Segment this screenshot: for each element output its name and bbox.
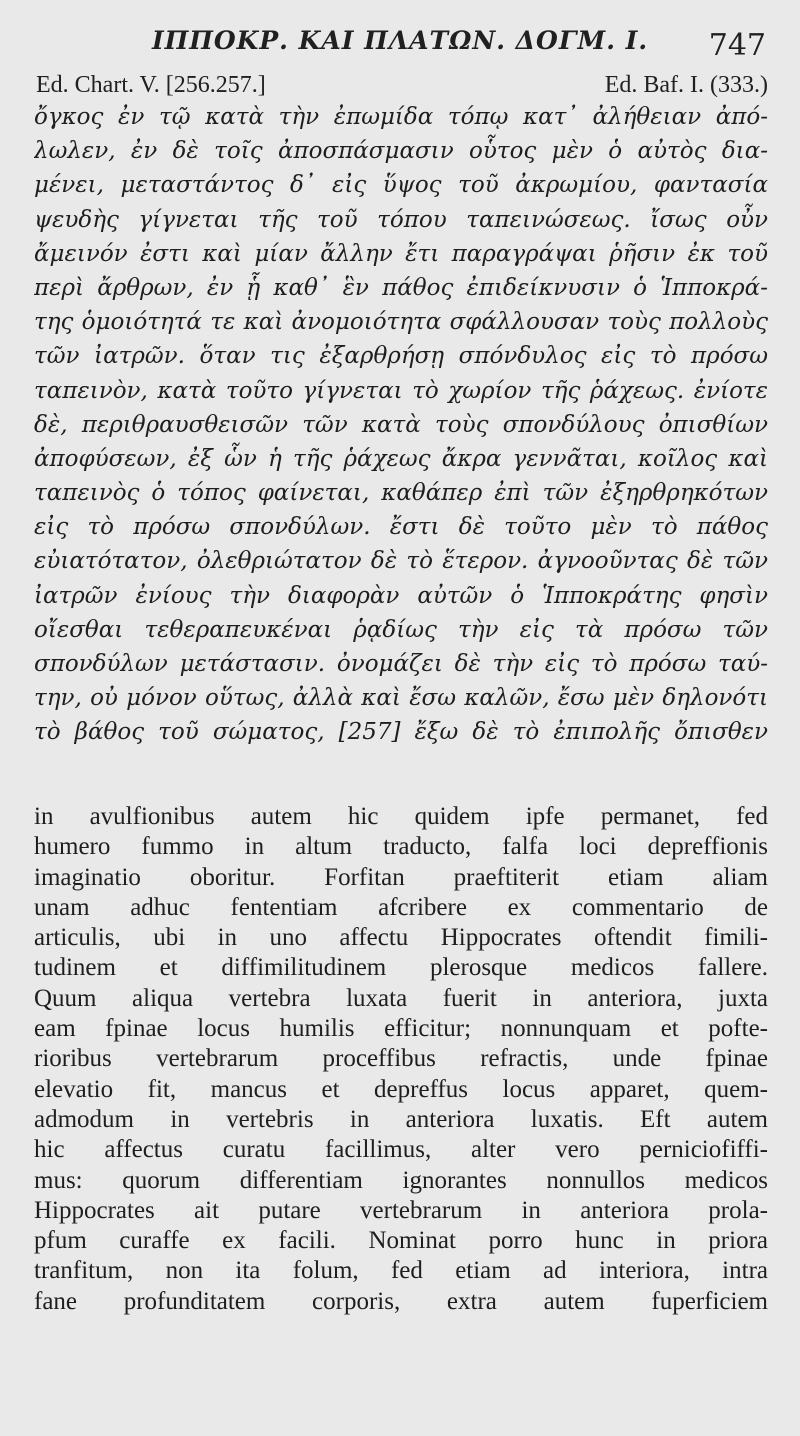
latin-text-line: unam adhuc fententiam afcribere ex commentario de xyxy=(34,893,768,921)
greek-text-line: τὸ βάθος τοῦ σώματος, [257] ἔξω δὲ τὸ ἐπιπολῆς ὄπισθεν xyxy=(34,719,768,746)
greek-text-line: λωλεν, ἐν δὲ τοῖς ἀποσπάσμασιν οὗτος μὲν ὁ αὐτὸς δια- xyxy=(34,138,768,165)
latin-text-line: in avulfionibus autem hic quidem ipfe permanet, fed xyxy=(34,803,768,830)
running-title: ΙΠΠΟΚΡ. ΚΑΙ ΠΛΑΤΩΝ. ΔΟΓΜ. Ι. xyxy=(151,26,649,55)
greek-text-line: ὄγκος ἐν τῷ κατὰ τὴν ἐπωμίδα τόπῳ κατ᾽ ἀλήθειαν ἀπό- xyxy=(34,104,768,130)
latin-text-line: rioribus vertebrarum proceffibus refractis, unde fpinae xyxy=(34,1045,768,1073)
latin-text-block xyxy=(34,802,768,1317)
latin-text-line: imaginatio oboritur. Forfitan praeftiterit etiam aliam xyxy=(34,863,768,891)
latin-text-line: elevatio fit, mancus et depreffus locus apparet, quem- xyxy=(34,1075,768,1103)
latin-text-line: articulis, ubi in uno affectu Hippocrates oftendit fimili- xyxy=(34,924,768,952)
greek-text-line: μένει, μεταστάντος δ᾽ εἰς ὕψος τοῦ ἀκρωμίου, φαντασία xyxy=(34,172,768,199)
latin-text-line: fane profunditatem corporis, extra autem fuperficiem xyxy=(34,1287,768,1315)
edition-reference-chartier: Ed. Chart. V. [256.257.] xyxy=(36,72,266,98)
latin-text-line: eam fpinae locus humilis efficitur; nonnunquam et pofte- xyxy=(34,1015,768,1043)
edition-reference-basel: Ed. Baf. I. (333.) xyxy=(604,72,768,98)
greek-text-line: εὐιατότατον, ὀλεθριώτατον δὲ τὸ ἕτερον. ἀγνοοῦντας δὲ τῶν xyxy=(34,548,768,575)
greek-text-line: ταπεινὸν, κατὰ τοῦτο γίγνεται τὸ χωρίον τῆς ῥάχεως. ἐνίοτε xyxy=(34,377,768,404)
greek-text-line: ἀποφύσεων, ἐξ ὧν ἡ τῆς ῥάχεως ἄκρα γεννᾶται, κοῖλος καὶ xyxy=(34,445,768,472)
greek-text-line: σπονδύλων μετάστασιν. ὀνομάζει δὲ τὴν εἰς τὸ πρόσω ταύ- xyxy=(34,651,768,677)
greek-text-line: τῶν ἰατρῶν. ὅταν τις ἐξαρθρήσῃ σπόνδυλος εἰς τὸ πρόσω xyxy=(34,343,768,370)
latin-text-line: admodum in vertebris in anteriora luxatis. Eft autem xyxy=(34,1105,768,1133)
greek-text-line: ταπεινὸς ὁ τόπος φαίνεται, καθάπερ ἐπὶ τῶν ἐξηρθρηκότων xyxy=(34,480,768,507)
greek-text-line: περὶ ἄρθρων, ἐν ᾗ καθ᾽ ἓν πάθος ἐπιδείκνυσιν ὁ Ἱπποκρά- xyxy=(34,274,768,301)
latin-text-line: Quum aliqua vertebra luxata fuerit in anteriora, juxta xyxy=(34,984,768,1012)
latin-text-line: pfum curaffe ex facili. Nominat porro hunc in priora xyxy=(34,1227,768,1255)
greek-text-line: εἰς τὸ πρόσω σπονδύλων. ἔστι δὲ τοῦτο μὲν τὸ πάθος xyxy=(34,514,768,541)
greek-text-line: την, οὐ μόνον οὕτως, ἀλλὰ καὶ ἔσω καλῶν, ἔσω μὲν δηλονότι xyxy=(34,685,768,712)
greek-text-line: δὲ, περιθραυσθεισῶν τῶν κατὰ τοὺς σπονδύλους ὀπισθίων xyxy=(34,411,768,438)
greek-text-line: ἄμεινόν ἐστι καὶ μίαν ἄλλην ἔτι παραγράψαι ῥῆσιν ἐκ τοῦ xyxy=(34,240,768,267)
page-number: 747 xyxy=(708,28,766,63)
greek-text-line: ψευδὴς γίγνεται τῆς τοῦ τόπου ταπεινώσεως. ἴσως οὖν xyxy=(34,206,768,233)
latin-text-line: tranfitum, non ita folum, fed etiam ad interiora, intra xyxy=(34,1257,768,1285)
greek-text-line: οἴεσθαι τεθεραπευκέναι ῥᾳδίως τὴν εἰς τὰ πρόσω τῶν xyxy=(34,616,768,643)
greek-text-line: ἰατρῶν ἐνίους τὴν διαφορὰν αὐτῶν ὁ Ἱπποκράτης φησὶν xyxy=(34,582,768,609)
latin-text-line: mus: quorum differentiam ignorantes nonnullos medicos xyxy=(34,1166,768,1194)
latin-text-line: Hippocrates ait putare vertebrarum in anteriora prola- xyxy=(34,1196,768,1224)
latin-text-line: humero fummo in altum traducto, falfa loci depreffionis xyxy=(34,833,768,861)
greek-text-line: της ὁμοιότητά τε καὶ ἀνομοιότητα σφάλλουσαν τοὺς πολλοὺς xyxy=(34,309,768,336)
greek-text-block xyxy=(34,100,768,750)
latin-text-line: hic affectus curatu facillimus, alter vero perniciofiffi- xyxy=(34,1136,768,1164)
latin-text-line: tudinem et diffimilitudinem plerosque medicos fallere. xyxy=(34,954,768,982)
